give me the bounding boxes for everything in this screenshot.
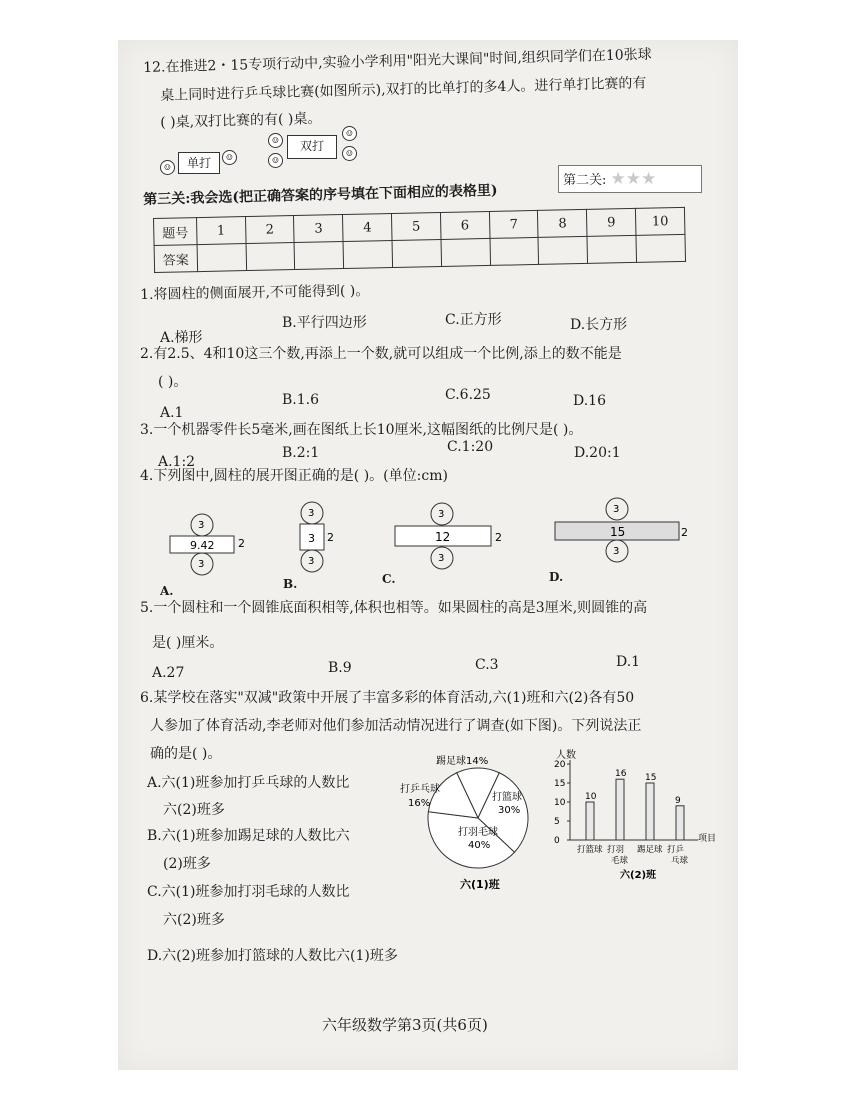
net-a-rect-label: 9.42 xyxy=(190,539,215,552)
bar-value-label: 10 xyxy=(585,792,597,802)
stage2-badge xyxy=(558,165,702,193)
answer-cell[interactable] xyxy=(197,244,246,272)
question-number-header: 题号 xyxy=(154,218,197,246)
question-number: 4 xyxy=(343,214,392,242)
stage2-label: 第二关: xyxy=(563,173,607,188)
q3-option-c: C.1:20 xyxy=(447,439,494,455)
bar-value-label: 15 xyxy=(645,773,657,783)
q4-option-d: D. xyxy=(549,570,564,584)
question-number: 8 xyxy=(538,209,587,237)
bar-y-tick-label: 0 xyxy=(554,836,560,846)
q2-stem: 2.有2.5、4和10这三个数,再添上一个数,就可以组成一个比例,添上的数不能是 xyxy=(140,346,622,362)
answer-cell[interactable] xyxy=(441,238,490,266)
q4-stem: 4.下列图中,圆柱的展开图正确的是( )。(单位:cm) xyxy=(140,468,448,484)
q1-option-a: A.梯形 xyxy=(160,330,203,346)
q5-option-b: B.9 xyxy=(328,660,352,676)
net-b-circle-label: 3 xyxy=(308,556,315,567)
q12-line1: 12.在推进2・15专项行动中,实验小学利用"阳光大课间"时间,组织同学们在10张球 xyxy=(143,46,652,76)
answer-cell[interactable] xyxy=(343,240,392,268)
bar-category-label: 踢足球 xyxy=(637,845,663,855)
q1-option-b: B.平行四边形 xyxy=(282,315,367,331)
section3-title: 第三关:我会选(把正确答案的序号填在下面相应的表格里) xyxy=(143,182,498,208)
question-number: 5 xyxy=(392,212,441,240)
bar-mark xyxy=(676,806,684,840)
q3-stem: 3.一个机器零件长5毫米,画在图纸上长10厘米,这幅图纸的比例尺是( )。 xyxy=(140,422,583,438)
bar-mark xyxy=(646,783,654,840)
bar-x-axis-label: 项目 xyxy=(698,834,717,844)
answer-cell[interactable] xyxy=(392,239,441,267)
question-number: 2 xyxy=(245,216,294,244)
net-d-circle-label: 3 xyxy=(613,504,620,515)
smiley-icon: ☺ xyxy=(222,150,237,165)
q2-stem-blank: ( )。 xyxy=(158,374,188,390)
q6-option-a-line1: A.六(1)班参加打乒乓球的人数比 xyxy=(147,775,350,791)
q2-option-a: A.1 xyxy=(160,405,184,421)
net-c-rect-label: 12 xyxy=(435,530,451,544)
q5-option-c: C.3 xyxy=(475,657,499,673)
net-c-circle-label: 3 xyxy=(438,553,445,564)
answer-cell[interactable] xyxy=(636,234,686,262)
bar-category-label-line2: 乓球 xyxy=(671,856,689,866)
double-table-box: 双打 xyxy=(287,135,337,159)
net-d-side-label: 2 xyxy=(681,526,688,539)
question-number: 6 xyxy=(440,211,489,239)
pie-label-football: 踢足球14% xyxy=(436,756,489,767)
single-table-box: 单打 xyxy=(178,152,220,174)
net-d-circle-label: 3 xyxy=(613,546,620,557)
smiley-icon: ☺ xyxy=(268,133,283,148)
bar-category-label: 打羽 xyxy=(607,845,625,855)
net-d-rect-label: 15 xyxy=(610,525,626,539)
answer-cell[interactable] xyxy=(538,236,587,264)
pie-label-basketball-name: 打篮球 xyxy=(492,792,522,803)
bar-y-axis-label: 人数 xyxy=(556,750,576,761)
bar-y-tick-label: 5 xyxy=(554,817,560,827)
net-c xyxy=(395,503,502,569)
q2-option-d: D.16 xyxy=(573,393,606,409)
q2-option-b: B.1.6 xyxy=(282,392,320,408)
question-number: 7 xyxy=(489,210,538,238)
net-b-circle-label: 3 xyxy=(308,508,315,519)
pie-label-badminton-pct: 40% xyxy=(468,840,491,851)
smiley-icon: ☺ xyxy=(268,153,283,168)
q1-option-d: D.长方形 xyxy=(570,317,628,333)
q1-option-c: C.正方形 xyxy=(445,312,502,328)
pie-label-pingpong-name: 打乒乓球 xyxy=(400,784,440,795)
q6-option-b-line1: B.六(1)班参加踢足球的人数比六 xyxy=(147,828,350,844)
page-footer: 六年级数学第3页(共6页) xyxy=(322,1016,488,1034)
bar-mark xyxy=(616,779,624,840)
net-d xyxy=(555,498,688,562)
q2-option-c: C.6.25 xyxy=(445,387,491,403)
answer-cell[interactable] xyxy=(490,237,539,265)
cylinder-nets-figure xyxy=(150,495,710,595)
q5-stem-cont: 是( )厘米。 xyxy=(152,635,224,651)
star-icon: ★ xyxy=(610,169,626,189)
question-number: 10 xyxy=(635,207,685,235)
q12-line3: ( )桌,双打比赛的有( )桌。 xyxy=(160,110,322,131)
answer-cell[interactable] xyxy=(587,235,636,263)
bar-y-tick-label: 10 xyxy=(554,798,566,808)
q3-option-b: B.2:1 xyxy=(282,445,320,461)
net-c-circle-label: 3 xyxy=(438,509,445,520)
net-c-side-label: 2 xyxy=(495,531,502,544)
net-a-circle-label: 3 xyxy=(198,559,205,570)
q6-option-c-line1: C.六(1)班参加打羽毛球的人数比 xyxy=(147,884,350,900)
bar-value-label: 16 xyxy=(615,769,627,780)
pie-chart-title: 六(1)班 xyxy=(460,878,500,891)
question-number: 3 xyxy=(294,215,343,243)
q5-stem: 5.一个圆柱和一个圆锥底面积相等,体积也相等。如果圆柱的高是3厘米,则圆锥的高 xyxy=(140,600,648,616)
net-b-side-label: 2 xyxy=(327,531,334,544)
q3-option-a: A.1:2 xyxy=(158,454,196,470)
q6-option-a-line2: 六(2)班多 xyxy=(163,802,225,818)
answer-header: 答案 xyxy=(154,245,197,273)
bar-y-tick-label: 20 xyxy=(554,760,566,770)
bar-mark xyxy=(586,802,594,840)
pie-label-badminton-name: 打羽毛球 xyxy=(458,827,498,838)
smiley-icon: ☺ xyxy=(342,146,357,161)
bar-category-label: 打篮球 xyxy=(577,845,603,855)
bar-value-label: 9 xyxy=(675,795,681,806)
bar-chart-class-2 xyxy=(548,748,718,888)
q3-option-d: D.20:1 xyxy=(574,445,621,461)
q4-option-c: C. xyxy=(382,572,396,586)
net-a xyxy=(170,514,245,575)
bar-chart-title: 六(2)班 xyxy=(620,870,657,881)
q6-option-c-line2: 六(2)班多 xyxy=(163,912,225,928)
bar-category-label: 打乒 xyxy=(667,845,685,855)
q4-option-a: A. xyxy=(160,584,174,598)
q5-option-d: D.1 xyxy=(616,654,641,670)
q12-line2: 桌上同时进行乒乓球比赛(如图所示),双打的比单打的多4人。进行单打比赛的有 xyxy=(160,75,647,104)
q6-option-b-line2: (2)班多 xyxy=(163,856,211,872)
pie-label-basketball-pct: 30% xyxy=(498,805,521,816)
smiley-icon: ☺ xyxy=(160,160,175,175)
pie-label-pingpong-pct: 16% xyxy=(408,798,431,809)
net-b xyxy=(300,502,334,572)
net-b-rect-label: 3 xyxy=(308,532,315,545)
star-icon: ★ xyxy=(641,169,657,189)
answer-cell[interactable] xyxy=(246,243,295,271)
bar-y-tick-label: 15 xyxy=(554,779,566,789)
smiley-icon: ☺ xyxy=(342,126,357,141)
q6-stem-line3: 确的是( )。 xyxy=(150,746,222,762)
q6-option-d: D.六(2)班参加打篮球的人数比六(1)班多 xyxy=(147,948,398,964)
bar-category-label-line2: 毛球 xyxy=(611,856,629,866)
star-icon: ★ xyxy=(625,169,642,189)
answer-cell[interactable] xyxy=(294,242,343,270)
net-a-circle-label: 3 xyxy=(198,520,205,531)
question-number: 1 xyxy=(196,217,245,245)
pie-chart-class-1 xyxy=(398,748,558,898)
q4-option-b: B. xyxy=(283,577,298,591)
net-a-side-label: 2 xyxy=(238,537,245,550)
q5-option-a: A.27 xyxy=(152,665,185,681)
q6-stem-line2: 人参加了体育活动,李老师对他们参加活动情况进行了调查(如下图)。下列说法正 xyxy=(150,718,642,734)
q6-stem-line1: 6.某学校在落实"双减"政策中开展了丰富多彩的体育活动,六(1)班和六(2)各有50 xyxy=(140,690,635,706)
answer-table xyxy=(153,207,686,273)
question-number: 9 xyxy=(587,208,636,236)
q1-stem: 1.将圆柱的侧面展开,不可能得到( )。 xyxy=(140,282,370,303)
